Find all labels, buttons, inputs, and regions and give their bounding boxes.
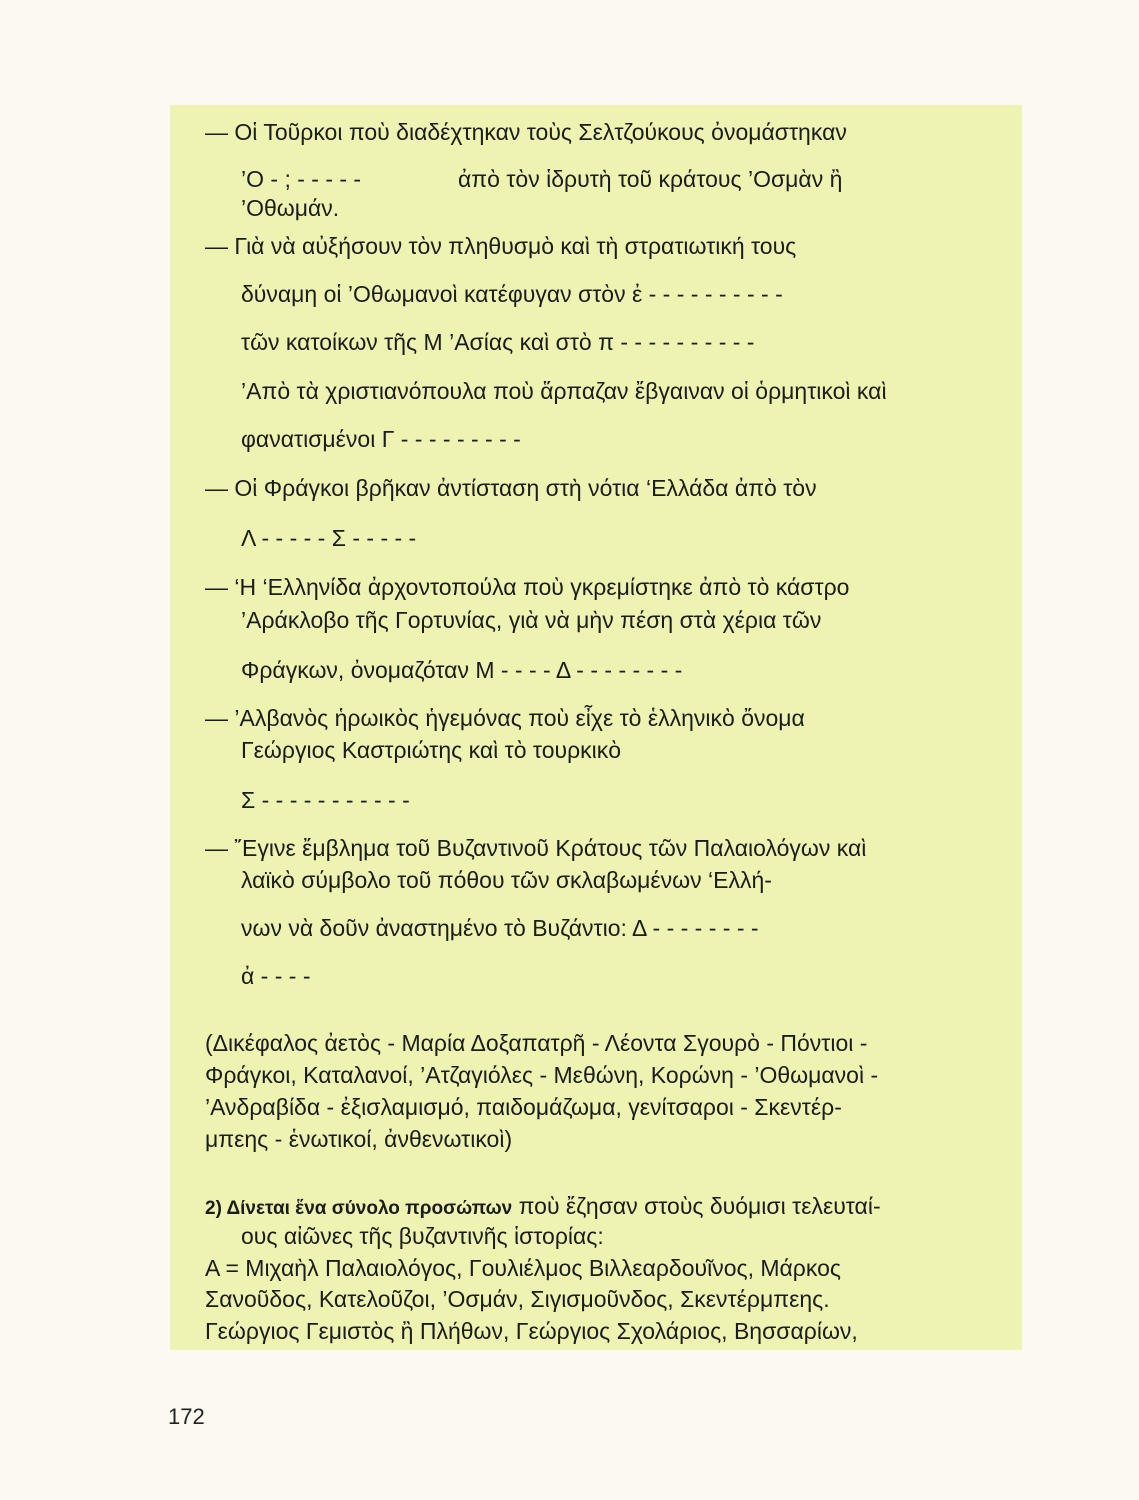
- q7-line2: λαϊκὸ σύμβολο τοῦ πόθου τῶν σκλαβωμένων ‘Ελλή-: [241, 867, 772, 893]
- section2-line4: Σανοῦδος, Κατελοῦζοι, ’Οσμάν, Σιγισμοῦνδος, Σκεντέρμπεης.: [205, 1286, 830, 1312]
- q1-line1: — Οἱ Τοῦρκοι ποὺ διαδέχτηκαν τοὺς Σελτζούκους ὀνομάστηκαν: [205, 119, 847, 145]
- section2-heading-bold: 2) Δίνεται ἕνα σύνολο προσώπων: [205, 1198, 513, 1219]
- q6-line1: — ’Αλβανὸς ἡρωικὸς ἡγεμόνας ποὺ εἶχε τὸ ἑλληνικὸ ὄνομα: [205, 705, 805, 731]
- q2-line3: τῶν κατοίκων τῆς Μ ’Ασίας καὶ στὸ π - - - - - - - - - -: [241, 329, 755, 355]
- q7-line3: νων νὰ δοῦν ἀναστημένο τὸ Βυζάντιο: Δ - - - - - - - -: [241, 915, 759, 941]
- answers-line2: Φράγκοι, Καταλανοί, ’Ατζαγιόλες - Μεθώνη, Κορώνη - ’Οθωμανοὶ -: [205, 1062, 879, 1088]
- q4-line1: — Οἱ Φράγκοι βρῆκαν ἀντίσταση στὴ νότια ‘Ελλάδα ἀπὸ τὸν: [205, 475, 817, 501]
- q1-blank: ’Ο - ; - - - - -: [241, 166, 362, 192]
- q2-line1: — Γιὰ νὰ αὐξήσουν τὸν πληθυσμὸ καὶ τὴ στρατιωτική τους: [205, 233, 797, 259]
- page-number: 172: [168, 1404, 205, 1429]
- q7-line1: — ῎Εγινε ἔμβλημα τοῦ Βυζαντινοῦ Κράτους τῶν Παλαιολόγων καὶ: [205, 835, 867, 861]
- section2-line5: Γεώργιος Γεμιστὸς ἢ Πλήθων, Γεώργιος Σχολάριος, Βησσαρίων,: [205, 1318, 858, 1344]
- q3-line2: φανατισμένοι Γ - - - - - - - - -: [241, 426, 521, 452]
- section2-line3: Α = Μιχαὴλ Παλαιολόγος, Γουλιέλμος Βιλλεαρδουῖνος, Μάρκος: [205, 1255, 841, 1281]
- answers-line1: (Δικέφαλος ἀετὸς - Μαρία Δοξαπατρῆ - Λέοντα Σγουρὸ - Πόντιοι -: [205, 1030, 868, 1056]
- q5-line3: Φράγκων, ὀνομαζόταν Μ - - - - Δ - - - - - - - -: [241, 657, 683, 683]
- q6-line2: Γεώργιος Καστριώτης καὶ τὸ τουρκικὸ: [241, 737, 622, 763]
- section2-heading-rest: ποὺ ἔζησαν στοὺς δυόμισι τελευταί-: [518, 1193, 881, 1219]
- q2-line2: δύναμη οἱ ’Οθωμανοὶ κατέφυγαν στὸν ἐ - - - - - - - - - -: [241, 281, 783, 307]
- answers-line3: ’Ανδραβίδα - ἐξισλαμισμό, παιδομάζωμα, γενίτσαροι - Σκεντέρ-: [205, 1094, 842, 1120]
- section2-line2: ους αἰῶνες τῆς βυζαντινῆς ἱστορίας:: [241, 1223, 604, 1249]
- answers-line4: μπεης - ἑνωτικοί, ἀνθενωτικοὶ): [205, 1126, 513, 1152]
- q1-line2: ἀπὸ τὸν ἱδρυτὴ τοῦ κράτους ’Οσμὰν ἢ: [458, 166, 843, 192]
- q5-line2: ’Αράκλοβο τῆς Γορτυνίας, γιὰ νὰ μὴν πέση στὰ χέρια τῶν: [241, 607, 822, 633]
- q3-line1: ’Απὸ τὰ χριστιανόπουλα ποὺ ἅρπαζαν ἔβγαιναν οἱ ὁρμητικοὶ καὶ: [241, 378, 887, 404]
- q5-line1: — ‘Η ‘Ελληνίδα ἀρχοντοπούλα ποὺ γκρεμίστηκε ἀπὸ τὸ κάστρο: [205, 574, 850, 600]
- q6-line3: Σ - - - - - - - - - - -: [241, 787, 410, 813]
- q7-line4: ἀ - - - -: [241, 963, 311, 989]
- section2-heading: [205, 1192, 881, 1223]
- q4-line2: Λ - - - - - Σ - - - - -: [241, 525, 417, 551]
- q1-line3: ’Οθωμάν.: [241, 195, 340, 221]
